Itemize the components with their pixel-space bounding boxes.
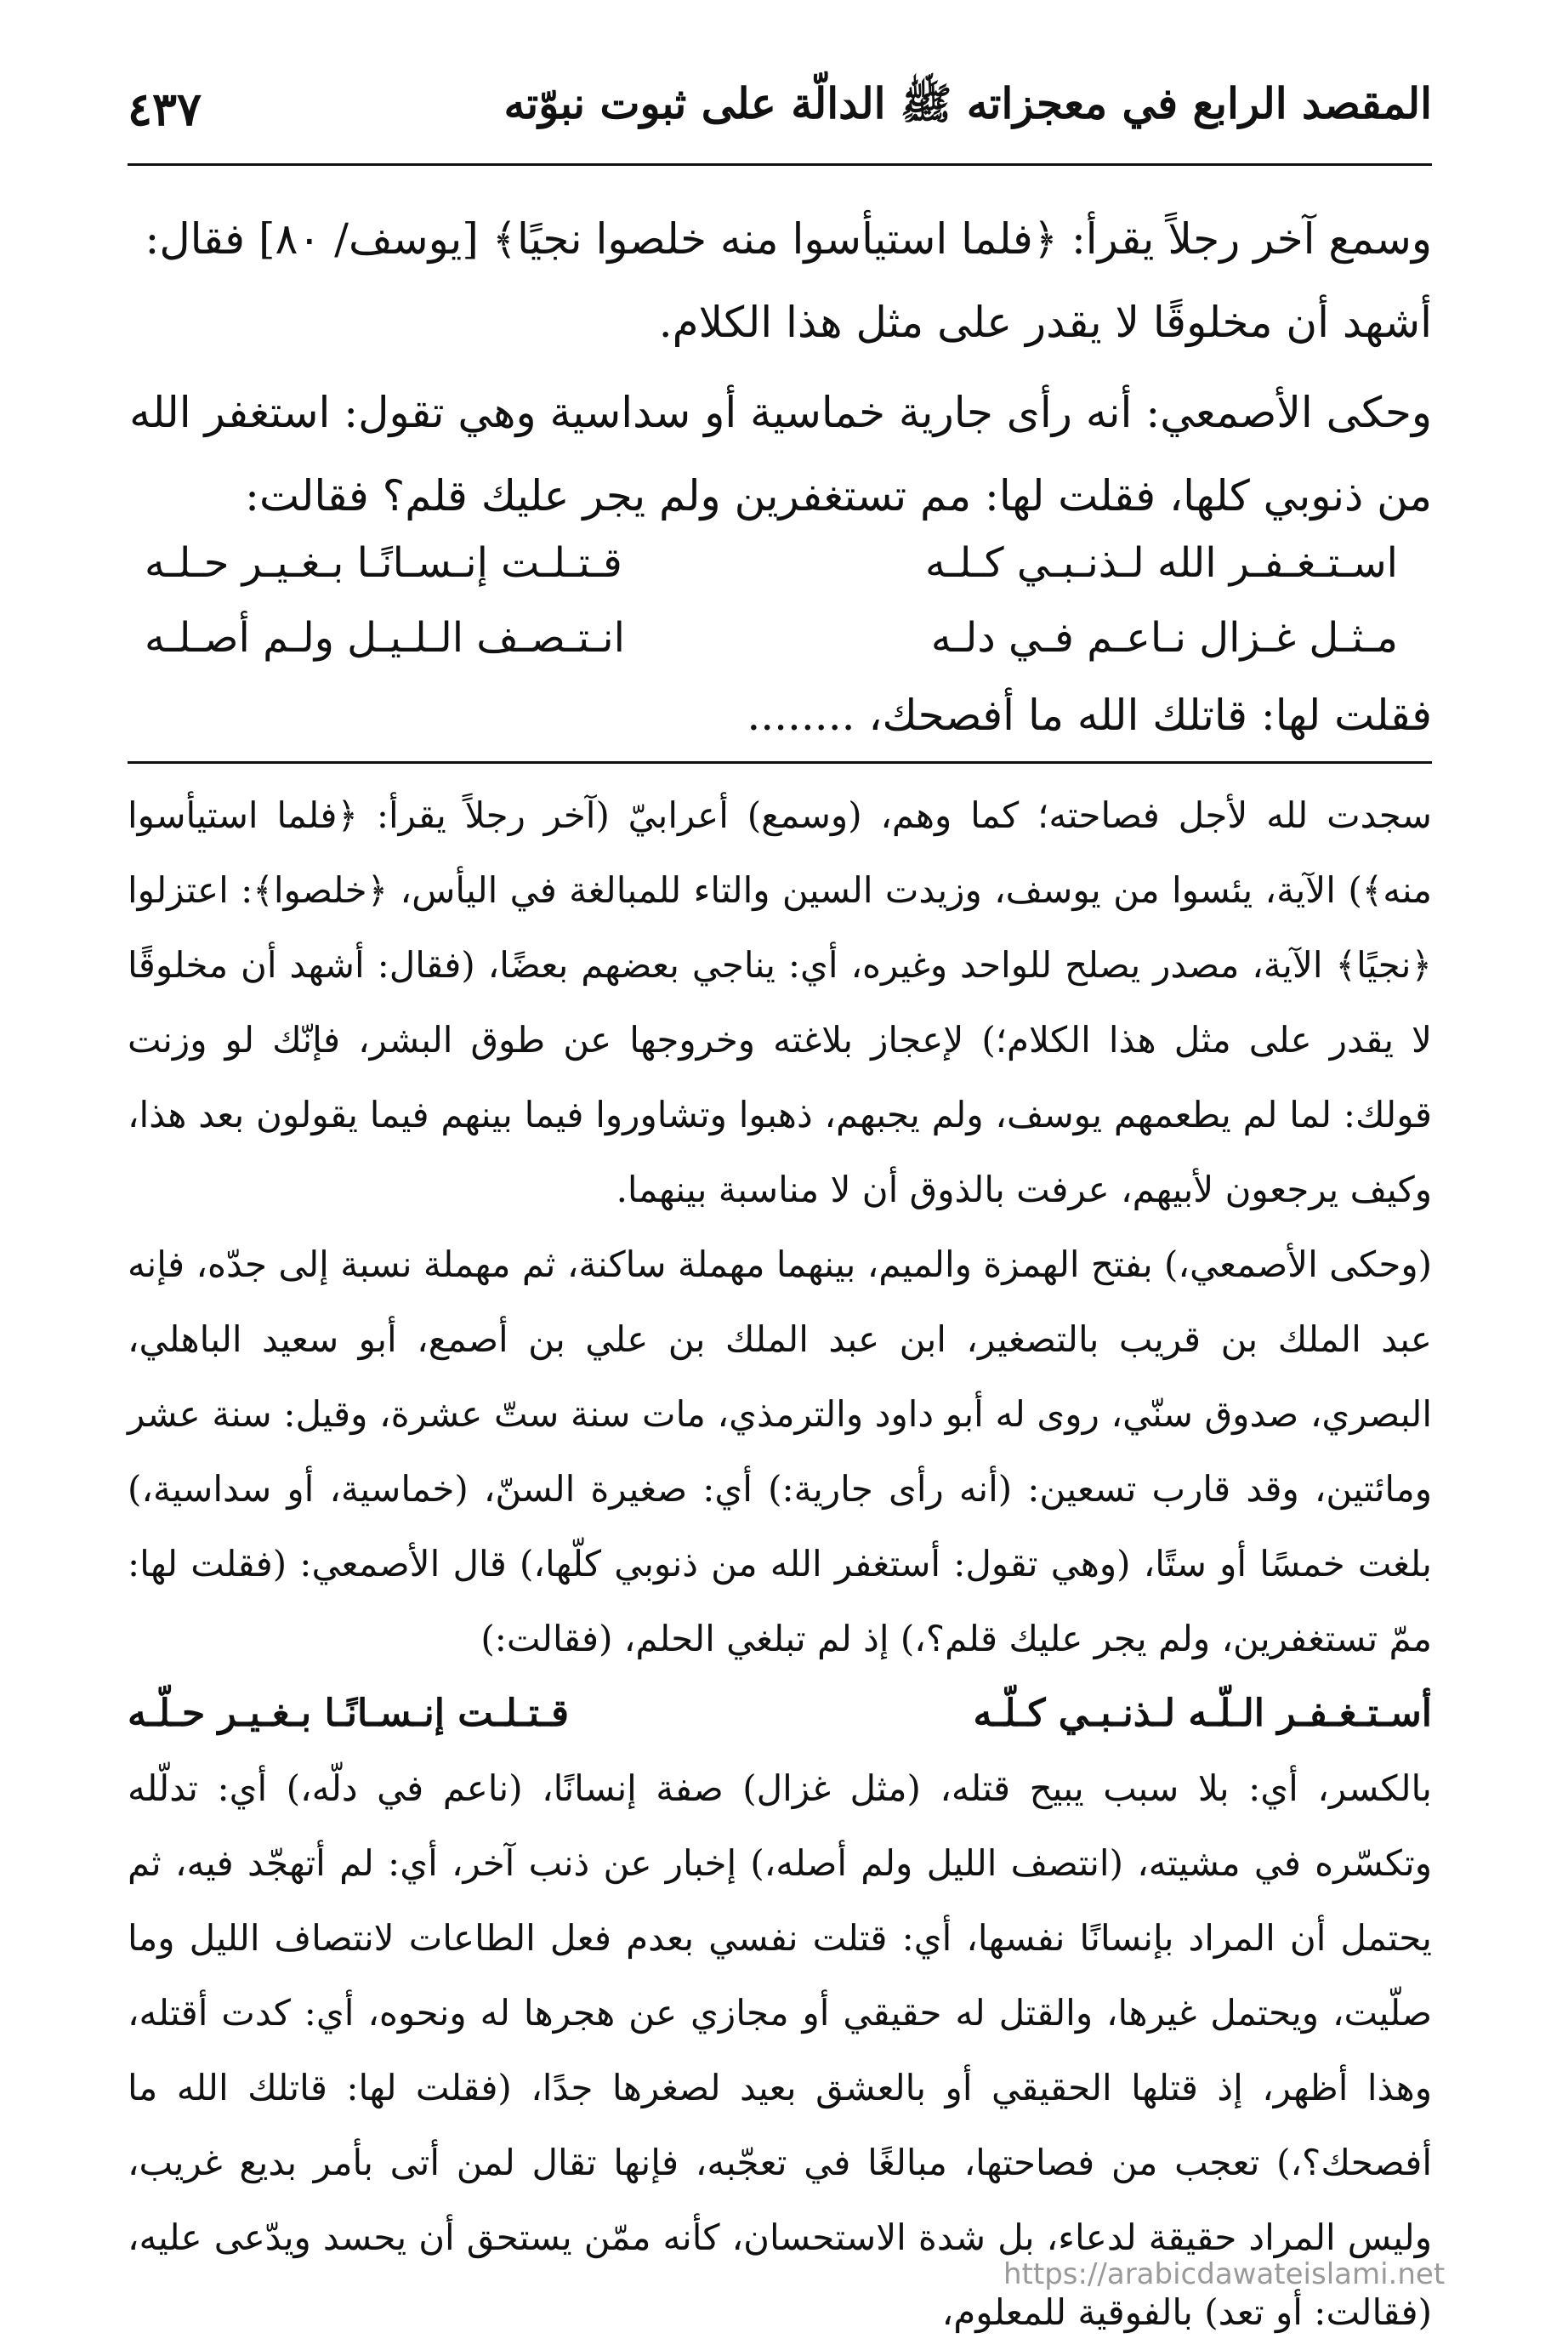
main-text [128, 197, 1432, 538]
main-paragraph-3: فقلت لها: قاتلك الله ما أفصحك، ........ [747, 691, 1432, 740]
watermark-url: https://arabicdawateislami.net [1003, 2257, 1446, 2291]
verse-1-second-hemistich: قـتـلـت إنـسـانًـا بـغـيـر حـلـه [145, 539, 622, 587]
commentary-verse [128, 1676, 1432, 1751]
header-title: المقصد الرابع في معجزاته ﷺ الدالّة على ثبوت نبوّته [503, 78, 1432, 128]
poem-verse-1 [145, 526, 1398, 600]
commentary-paragraph-1: سجدت لله لأجل فصاحته؛ كما وهم، (وسمع) أعرابيّ (آخر رجلاً يقرأ: ﴿فلما استيأسوا منه﴾) الآية، يئسوا من يوسف، وزيدت السين والتاء للمبالغة في اليأس، ﴿خلصوا﴾: اعتزلوا ﴿نجيًا﴾ الآية، مصدر يصلح للواحد وغيره، أي: يناجي بعضهم بعضًا، (فقال: أشهد أن مخلوقًا لا يقدر على مثل هذا الكلام؛) لإعجاز بلاغته وخروجها عن طوق البشر، فإنّك لو وزنت قولك: لما لم يطعمهم يوسف، ولم يجبهم، ذهبوا وتشاوروا فيما بينهم فيما يقولون بعد هذا، وكيف يرجعون لأبيهم، عرفت بالذوق أن لا مناسبة بينهما. [128, 794, 1432, 1210]
page-header [128, 75, 1432, 143]
commentary [128, 778, 1432, 2350]
page-number: ٤٣٧ [128, 82, 202, 136]
verse-1-first-hemistich: اسـتـغـفـر الله لـذنـبـي كـلـه [924, 539, 1398, 587]
commentary-paragraph-2: (وحكى الأصمعي،) بفتح الهمزة والميم، بينهما مهملة ساكنة، ثم مهملة نسبة إلى جدّه، فإنه عبد الملك بن قريب بالتصغير، ابن عبد الملك بن علي بن أصمع، أبو سعيد الباهلي، البصري، صدوق سنّي، روى له أبو داود والترمذي، مات سنة ستّ عشرة، وقيل: سنة عشر ومائتين، وقد قارب تسعين: (أنه رأى جارية:) أي: صغيرة السنّ، (خماسية، أو سداسية،) بلغت خمسًا أو ستًا، (وهي تقول: أستغفر الله من ذنوبي كلّها،) قال الأصمعي: (فقلت لها: ممّ تستغفرين، ولم يجر عليك قلم؟،) إذ لم تبلغي الحلم، (فقالت:) [128, 1243, 1432, 1659]
verse-2-first-hemistich: مـثـل غـزال نـاعـم فـي دلـه [930, 614, 1398, 662]
header-rule [128, 163, 1432, 166]
commentary-paragraph-3: بالكسر، أي: بلا سبب يبيح قتله، (مثل غزال) صفة إنسانًا، (ناعم في دلّه،) أي: تدلّله وتكسّره في مشيته، (انتصف الليل ولم أصله،) إخبار عن ذنب آخر، أي: لم أتهجّد فيه، ثم يحتمل أن المراد بإنسانًا نفسها، أي: قتلت نفسي بعدم فعل الطاعات لانتصاف الليل وما صلّيت، ويحتمل غيرها، والقتل له حقيقي أو مجازي عن هجرها له ونحوه، أي: كدت أقتله، وهذا أظهر، إذ قتلها الحقيقي أو بالعشق بعيد لصغرها جدًا، (فقلت لها: قاتلك الله ما أفصحك؟،) تعجب من فصاحتها، مبالغًا في تعجّبه، فإنها تقال لمن أتى بأمر بديع غريب، وليس المراد حقيقة لدعاء، بل شدة الاستحسان، كأنه ممّن يستحق أن يحسد ويدّعى عليه، (فقالت: أو تعد) بالفوقية للمعلوم، [128, 1767, 1432, 2333]
main-text-closing [128, 674, 1432, 757]
poem [145, 526, 1398, 675]
verse-2-second-hemistich: انـتـصـف الـلـيـل ولـم أصـلـه [145, 614, 625, 662]
main-paragraph-2: وحكى الأصمعي: أنه رأى جارية خماسية أو سداسية وهي تقول: استغفر الله من ذنوبي كلها، فقلت لها: مم تستغفرين ولم يجر عليك قلم؟ فقالت: [129, 388, 1432, 521]
poem-verse-2 [145, 600, 1398, 675]
section-divider [128, 761, 1432, 764]
main-paragraph-1: وسمع آخر رجلاً يقرأ: ﴿فلما استيأسوا منه خلصوا نجيًا﴾ [يوسف/ ٨٠] فقال: أشهد أن مخلوقًا لا يقدر على مثل هذا الكلام. [145, 214, 1432, 347]
commentary-verse-second-hemistich: قـتـلـت إنـسـانًـا بـغـيـر حـلّـه [128, 1692, 569, 1735]
commentary-verse-first-hemistich: أسـتـغـفـر الـلّـه لـذنـبـي كـلّـه [973, 1692, 1432, 1735]
